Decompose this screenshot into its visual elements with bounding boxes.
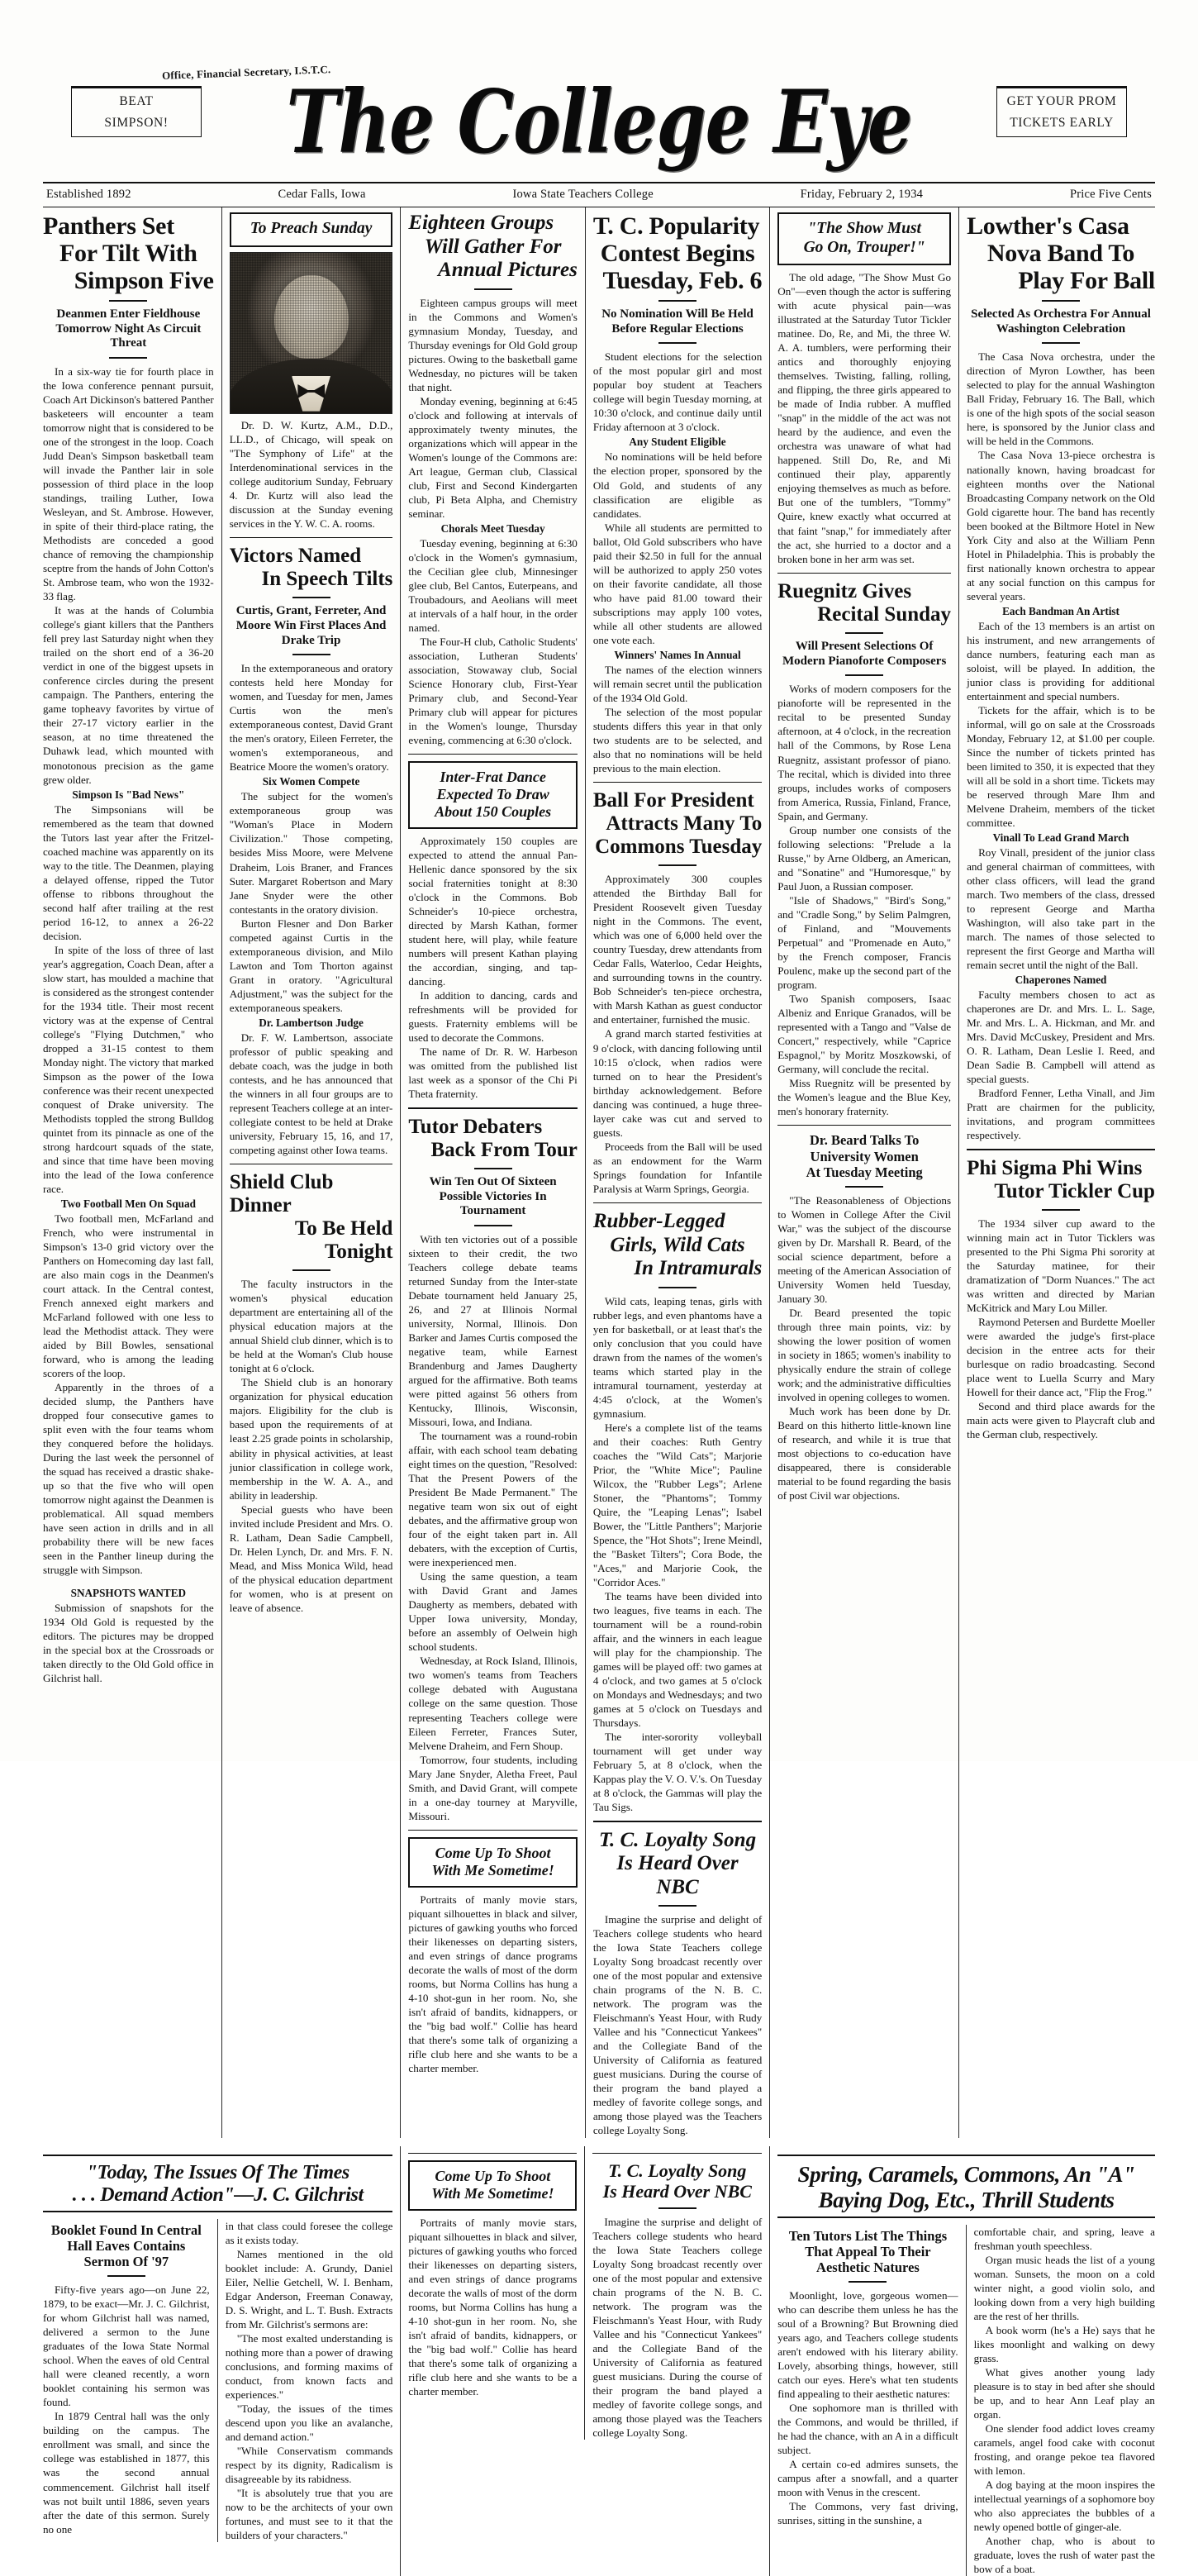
headline-phi-sigma-phi	[967, 1157, 1155, 1203]
headline-panthers-line1: Panthers Set	[43, 212, 214, 240]
divider	[107, 2275, 145, 2277]
article-paragraph: Bradford Fenner, Letha Vinall, and Jim Pratt are chairmen for the publicity, invitations, and program committees respectively.	[967, 1086, 1155, 1142]
article-paragraph: "The Reasonableness of Objections to Women in College After the Civil War," was the subject of the discourse given by Dr. Marshall R. Beard, of the social science department, before a meeting of the American Association of University Women held Tuesday, January 30.	[777, 1193, 951, 1306]
article-paragraph: Two football men, McFarland and French, who were instrumental in Simpson's 13-0 grid victory over the Panthers on Homecoming day last fall, are also main cogs in the Deanmen's court attack. In the Central contest, French annexed eight markers and McFarland followed with one less to lead the Methodist attack. They were aided by Bill Bowles, sensational forward, who is among the leading scorers of the loop.	[43, 1212, 214, 1380]
article-paragraph: One sophomore man is thrilled with the Commons, and would be thrilled, if he had the chance, with an A in a difficult subject.	[777, 2401, 958, 2457]
headline-ten-tutors: Ten Tutors List The Things That Appeal To Their Aesthetic Natures	[777, 2228, 958, 2275]
article-paragraph-continued: comfortable chair, and spring, leave a freshman youth speechless.	[974, 2225, 1155, 2253]
headline-popularity-line3: Tuesday, Feb. 6	[593, 267, 762, 294]
article-paragraph: Faculty members chosen to act as chaperones are Dr. and Mrs. L. L. Sage, Mr. and Mrs. L. A. Hickman, and Mr. and Mrs. David McCuskey, President and Mrs. O. R. Latham, Dean Leslie I. Reed, and Dean Sadie B. Campbell will attend as special guests.	[967, 988, 1155, 1086]
divider	[658, 1905, 696, 1907]
ear-right-line2: TICKETS EARLY	[1010, 116, 1114, 131]
snapshots-wanted-head: SNAPSHOTS WANTED	[43, 1587, 214, 1600]
column-4	[586, 207, 770, 2138]
headline-ball-line1: Ball For President	[593, 789, 762, 812]
headline-lowther-line2: Nova Band To	[967, 240, 1155, 267]
divider	[593, 782, 762, 783]
article-paragraph: A dog baying at the moon inspires the intellectual yearnings of a sophomore boy who also appreciates the bubbles of a newly opened bottle of ginger-ale.	[974, 2478, 1155, 2534]
portrait-photo-dr-kurtz	[230, 252, 393, 414]
headline-victors-line2: In Speech Tilts	[230, 568, 393, 591]
headline-rubber-line3: In Intramurals	[593, 1257, 762, 1281]
article-paragraph: Much work has been done by Dr. Beard on this hitherto little-known line of research, and while it is true that most objections to co-education have disappeared, there is considerable material to be found regarding the basis of post Civil war objections.	[777, 1404, 951, 1502]
spring-line1: Spring, Caramels, Commons, An "A"	[798, 2162, 1135, 2187]
headline-shield-line2: To Be Held Tonight	[230, 1217, 393, 1264]
deck-victors: Curtis, Grant, Ferreter, And Moore Win First Places And Drake Trip	[230, 604, 393, 648]
ear-box-right	[996, 86, 1127, 137]
banner-spring-caramels	[777, 2162, 1155, 2213]
interfrat-line3: About 150 Couples	[435, 803, 551, 820]
article-paragraph: In addition to dancing, cards and refreshments will be provided for guests. Fraternity emblems will be used to decorate the Commons.	[408, 988, 577, 1045]
article-paragraph: Tomorrow, four students, including Mary Jane Snyder, Aletha Freet, Paul Smith, and David Grant, will compete in a one-day tourney at Maryville, Missouri.	[408, 1753, 577, 1823]
article-paragraph: Monday evening, beginning at 6:45 o'clock and following at intervals of approximately twenty minutes, the organizations which will appear in the Women's lounge of the Commons are: Art league, German club, Classical club, First and Second Kindergarten club, Pi Beta Alpha, and Chemistry seminar.	[408, 394, 577, 521]
divider	[408, 1830, 577, 1831]
headline-panthers-line3: Simpson Five	[43, 267, 214, 294]
shoot-line1: Come Up To Shoot	[435, 1845, 551, 1861]
divider	[658, 342, 696, 344]
divider	[658, 1287, 696, 1288]
article-paragraph: The name of Dr. R. W. Harbeson was omitted from the published list last week as a sponsor of the Chi Pi Theta fraternity.	[408, 1045, 577, 1101]
article-paragraph: Roy Vinall, president of the junior class and general chairman of committees, with other class officers, will lead the grand march. Two members of the class, dressed to represent George and Martha Washington, will also take part in the march. The names of those selected to represent the first George and Martha will remain secret until the night of the Ball.	[967, 845, 1155, 972]
article-paragraph: The tournament was a round-robin affair, with each school team debating eight times on the question, "Resolved: That the Present Powers of the President Be Made Permanent." The negative team won six out of eight debates, and the affirmative group won four of the eight taken part in. All debaters, with the exception of Curtis, were inexperienced men.	[408, 1429, 577, 1569]
gilchrist-section	[43, 2146, 401, 2576]
article-paragraph: The Simpsonians will be remembered as the team that downed the Tutors last year after the Fritzel-coached machine was apparently on its way to the title. The Deanmen, playing a delayed offense, ripped the Tutor offense to ribbons throughout the second half after trailing at the rest period 16-12, to annex a 26-22 decision.	[43, 802, 214, 943]
article-paragraph: Imagine the surprise and delight of Teachers college students who heard the Iowa State Teachers college Loyalty Song broadcast recently over one of the most popular and extensive chain programs of the N. B. C. network. The program was the Fleischmann's Yeast Hour, with Rudy Vallee and his "Connecticut Yankees" and the Collegiate Band of the University of California as featured guest musicians. During the course of their program the band played a medley of favorite college songs, and among those played was the Teachers college Loyalty Song.	[593, 1912, 762, 2137]
dateline-price: Price Five Cents	[1070, 188, 1152, 202]
column-6	[959, 207, 1155, 2138]
article-paragraph: Proceeds from the Ball will be used as an endowment for the Warm Springs foundation for Infantile Paralysis at Warm Springs, Georgia.	[593, 1140, 762, 1196]
article-paragraph: The old adage, "The Show Must Go On"—even though the actor is suffering with acute physical pain—was illustrated at the Saturday Tutor Tickler matinee. Do, Re, and Mi, the three W. A. A. tumblers, were performing their antics and thoroughly enjoying themselves. Twisting, falling, rolling, and flipping, the three girls appeared to be made of India rubber. A muffled "snap" in the middle of the act was not heard by the audience, and even the orchestra was unaware of what had happened. Still Do, Re, and Mi continued their play, apparently enjoying themselves as much as before. But one of the tumblers, "Tommy" Quire, knew exactly what occurred at that faint "snap," for immediately after the act, she hurried to a doctor and a broken bone in her arm was set.	[777, 270, 951, 565]
divider	[408, 2153, 577, 2155]
boxhead-come-up-to-shoot	[408, 1837, 577, 1888]
headline-lowther-line1: Lowther's Casa	[967, 212, 1155, 240]
divider	[845, 674, 883, 676]
divider	[777, 2217, 1155, 2218]
article-paragraph: Organ music heads the list of a young woman. Sunsets, the moon on a cold winter night, a good violin solo, and looking down from a very high building are the rest of her thrills.	[974, 2253, 1155, 2323]
newspaper-flag-title: The College Eye	[0, 79, 1198, 166]
office-stamp: Office, Financial Secretary, I.S.T.C.	[162, 63, 331, 83]
article-paragraph: Tuesday evening, beginning at 6:30 o'clock in the Women's gymnasium, the Cecilian glee club, Minnesinger glee club, Bel Cantos, Euterpeans, and Troubadours, and Aeolians will meet at intervals of a half hour, in the order named.	[408, 536, 577, 635]
article-subhead: Chorals Meet Tuesday	[408, 522, 577, 536]
column-grid	[43, 207, 1155, 2138]
interfrat-line1: Inter-Frat Dance	[440, 769, 546, 785]
divider	[592, 2153, 762, 2155]
divider	[1042, 342, 1080, 344]
headline-tc-loyalty-song	[593, 1829, 762, 1900]
article-paragraph: The teams have been divided into two leagues, five teams in each. The tournament will be a round-robin affair, and the winners in each league will play for the championship. The games will be played off: two games at 4 o'clock, and two games at 5 o'clock on Mondays and Wednesdays; and two games at 5 o'clock on Tuesdays and Thursdays.	[593, 1589, 762, 1730]
divider	[292, 1269, 330, 1271]
ear-left-line1: BEAT	[119, 94, 153, 109]
article-paragraph: "While Conservatism commands respect by its dignity, Radicalism is disagreeable by its rabidness.	[226, 2444, 393, 2486]
article-paragraph: Wednesday, at Rock Island, Illinois, two women's teams from Teachers college debated with Augustana college on the same question. Those representing Teachers college were Eileen Ferreter, Frances Suter, Melvene Draheim, and Fern Shoup.	[408, 1654, 577, 1752]
article-paragraph: Tickets for the affair, which is to be informal, will go on sale at the Crossroads Monday, February 12, at $1.00 per couple. Since the number of tickets printed has been limited to 350, it is expected that they will all be sold in a short time. Tickets may be reserved through Mare Ihm and Melvene Draheim, members of the ticket committee.	[967, 703, 1155, 830]
article-paragraph: Group number one consists of the following selections: "Prelude a la Russe," by Arne Oldberg, an American, and "Sonatine" and "Humoresque," by Paul Juon, a Russian composer.	[777, 823, 951, 893]
headline-lowther-line3: Play For Ball	[967, 267, 1155, 294]
divider	[593, 1821, 762, 1822]
headline-victors-line1: Victors Named	[230, 545, 393, 568]
headline-lowthers-casa-nova	[967, 212, 1155, 294]
divider	[292, 597, 330, 598]
headline-phisigma-line1: Phi Sigma Phi Wins	[967, 1157, 1155, 1180]
boxhead-to-preach-sunday: To Preach Sunday	[230, 212, 393, 247]
boxhead-inter-frat-dance	[408, 761, 577, 829]
article-paragraph: Moonlight, love, gorgeous women—who can describe them unless he has the soul of a Browning? But Browning died years ago, and Teachers college students aren't endowed with his literary ability. Lovely, absorbing things, however, still catch our eyes. Here's what ten students find appealing to their aesthetic natures:	[777, 2288, 958, 2401]
article-paragraph: The Commons, very fast driving, sunrises, sitting in the sunshine, a	[777, 2499, 958, 2527]
article-paragraph: Special guests who have been invited include President and Mrs. O. R. Latham, Dean Sadie Campbell, Dr. Helen Lynch, Dr. and Mrs. F. N. Mead, and Miss Monica Wild, head of the physical education department for women, who is at present on leave of absence.	[230, 1502, 393, 1615]
divider	[1042, 1209, 1080, 1211]
article-paragraph: Student elections for the selection of the most popular girl and most popular boy student at Teachers college will begin Tuesday morning, at 10:30 o'clock, and continue daily until Friday afternoon at 3 o'clock.	[593, 350, 762, 434]
article-paragraph: Dr. Beard presented the topic through three main points, viz: by showing the lower position of women in society in 1865; women's inability to physically endure the strain of college work; and the administrative difficulties involved in opening colleges to women.	[777, 1306, 951, 1404]
article-paragraph: In 1879 Central hall was the only building on the campus. The enrollment was small, and since the college was established in 1877, this was the second annual commencement. Gilchrist hall itself was not built until 1886, seven years after the date of this sermon. Surely no one	[43, 2409, 210, 2536]
article-paragraph: The Shield club is an honorary organization for physical education majors. Eligibility for the club is based upon the requirements of at least 2.25 grade points in scholarship, ability in physical activities, at least junior classification in college work, membership in the W. A. A., and ability in leadership.	[230, 1375, 393, 1502]
divider	[408, 1107, 577, 1109]
headline-ball-line3: Commons Tuesday	[593, 836, 762, 859]
headline-eighteen-groups	[408, 212, 577, 283]
deck-panthers: Deanmen Enter Fieldhouse Tomorrow Night As Circuit Threat	[43, 307, 214, 351]
article-paragraph: A certain co-ed admires sunsets, the campus after a snowfall, and a quarter moon with Venus in the crescent.	[777, 2457, 958, 2499]
banner-today-issues	[43, 2162, 392, 2207]
article-paragraph: The Casa Nova 13-piece orchestra is nationally known, having broadcast for eighteen months over the National Broadcasting Company network on the Old Gold cigarette hour. The band has recently been booked at the Biltmore Hotel in New York City and also at the William Penn Hotel in Philadelphia. This is probably the first nationally known orchestra to appear at any social function on this campus for several years.	[967, 448, 1155, 602]
article-paragraph: Each of the 13 members is an artist on his instrument, and new arrangements of dance numbers, featuring each man as soloist, will be played. In addition, the junior class is providing for additional entertainment and special numbers.	[967, 619, 1155, 703]
headline-ruegnitz-recital	[777, 580, 951, 626]
divider	[109, 300, 147, 302]
article-subhead: Chaperones Named	[967, 974, 1155, 987]
headline-panthers	[43, 212, 214, 294]
column-1	[43, 207, 222, 2138]
dateline-date: Friday, February 2, 1934	[801, 188, 923, 202]
article-paragraph: Using the same question, a team with David Grant and James Daugherty as members, debated with Upper Iowa university, Monday, before an assembly of Oelwein high school students.	[408, 1569, 577, 1654]
headline-tc-popularity	[593, 212, 762, 294]
article-paragraph: With ten victories out of a possible sixteen to their credit, the two Teachers college debate teams returned Sunday from the Inter-state Debate tournament held January 25, 26, and 27 at Illinois Normal university, Normal, Illinois. Don Barker and James Curtis composed the negative team, while Earnest Brandenburg and James Daugherty argued for the affirmative. Both teams were pitted against 56 others from Kentucky, Illinois, Wisconsin, Missouri, Iowa, and Indiana.	[408, 1232, 577, 1429]
headline-dr-beard	[777, 1132, 951, 1179]
headline-ball-line2: Attracts Many To	[593, 812, 762, 836]
headline-rubber-legged	[593, 1210, 762, 1281]
article-paragraph: "Isle of Shadows," "Bird's Song," and "Cradle Song," by Selim Palmgren, of Finland, and "Mouvements Perpetual" and "Promenade en Auto," by the French composer, Francis Poulenc, make up the second part of the program.	[777, 893, 951, 992]
spring-line2: Baying Dog, Etc., Thrill Students	[819, 2188, 1115, 2212]
divider	[292, 654, 330, 655]
divider	[658, 864, 696, 866]
masthead	[0, 0, 1198, 139]
article-paragraph: No nominations will be held before the election proper, sponsored by the Old Gold, and students of any classification are eligible as candidates.	[593, 450, 762, 520]
article-paragraph: The selection of the most popular students differs this year in that only two students are to be selected, and also that no nominations will be held previous to the main election.	[593, 705, 762, 775]
photo-caption: Dr. D. W. Kurtz, A.M., D.D., LL.D., of Chicago, will speak on "The Symphony of Life" at the Interdenominational services in the college auditorium Sunday, February 4. Dr. Kurtz will also lead the discussion at the Sunday evening services in the Y. W. C. A. rooms.	[230, 418, 393, 531]
today-line1: "Today, The Issues Of The Times	[87, 2162, 349, 2183]
article-paragraph: "The most exalted understanding is nothing more than a power of drawing conclusions, and forming maxims of conduct, from known facts and experiences."	[226, 2331, 393, 2402]
headline-eighteen-line2: Will Gather For	[408, 236, 577, 260]
spring-section	[770, 2146, 1155, 2576]
article-paragraph: A grand march started festivities at 9 o'clock, with dancing following until 10:15 o'clock, when radios were turned on to hear the President's birthday acknowledgement. Before dancing was continued, a huge three-layer cake was cut and served to guests.	[593, 1026, 762, 1139]
article-paragraph: It was at the hands of Columbia college's giant killers that the Panthers fell prey last Saturday night when they trailed on the short end of a 36-20 verdict in one of the biggest upsets in conference circles during the present campaign. The Panthers, entering the game topheavy favorites by virtue of their 27-17 victory earlier in the season, at no time threatened the Duhawk lead, which mounted with monotonous precision as the game grew older.	[43, 603, 214, 786]
divider	[658, 300, 696, 302]
ear-right-line1: GET YOUR PROM	[1007, 94, 1117, 109]
article-paragraph: In spite of the loss of three of last year's aggregation, Coach Dean, after a slow start, has moulded a machine that is considered as the strongest contender for the 1934 title. Their most recent victory was at the expense of Central college's "Flying Dutchmen," who dropped a 31-15 contest to them Monday night. The victory that marked Simpson as the power of the Iowa conference was their recent unexpected conquest of Drake university. The Methodists toppled the strong Bulldog quintet from its pinnacle as one of the strong hardcourt squads of the state, and since that time have been moving into the lead of the Iowa conference race.	[43, 943, 214, 1196]
article-paragraph: Fifty-five years ago—on June 22, 1879, to be exact—Mr. J. C. Gilchrist, for whom Gilchrist hall was named, delivered a sermon to the June graduates of the Iowa State Normal school. When the eaves of old Central hall were cleaned recently, a worn booklet containing his sermon was found.	[43, 2283, 210, 2409]
article-subhead: Each Bandman An Artist	[967, 605, 1155, 618]
column-5	[770, 207, 959, 2138]
boxhead-come-up-to-shoot-lower	[408, 2160, 577, 2211]
snapshots-wanted-body: Submission of snapshots for the 1934 Old Gold is requested by the editors. The pictures may be dropped in the special box at the Crossroads or taken directly to the Old Gold office in Gilchrist hall.	[43, 1601, 214, 1685]
deck-ruegnitz: Will Present Selections Of Modern Pianoforte Composers	[777, 640, 951, 669]
shoot-line2: With Me Sometime!	[431, 1862, 554, 1878]
divider	[658, 2207, 696, 2209]
divider	[43, 2211, 392, 2212]
headline-tutor-debaters	[408, 1116, 577, 1162]
article-paragraph: Works of modern composers for the pianoforte will be represented in the recital to be presented Sunday afternoon, at 4 o'clock, in the recreation hall of the Commons, by Rose Lena Ruegnitz, assistant professor of piano. The recital, which is divided into three groups, includes works of composers from America, Russia, Finland, France, Spain, and Germany.	[777, 682, 951, 822]
shoot-lower-line1: Come Up To Shoot	[435, 2168, 550, 2184]
headline-eighteen-line3: Annual Pictures	[408, 259, 577, 283]
divider	[408, 754, 577, 755]
article-paragraph: Miss Ruegnitz will be presented by the Women's league and the Blue Key, men's honorary fraternity.	[777, 1076, 951, 1118]
article-paragraph: Another chap, who is about to graduate, loves the rush of water past the bow of a boat.	[974, 2534, 1155, 2576]
article-paragraph: Portraits of manly movie stars, piquant silhouettes in black and silver, pictures of gawking youths who forced their likenesses on departing sisters, and even strings of dance programs decorate the walls of most of the dorm rooms, but Norma Collins has hung a 4-10 shot-gun in her room. No, she isn't afraid of bandits, kidnappers, or the "big bad wolf." Collie has heard that there's some talk of organizing a rifle club here and she wants to be a charter member.	[408, 1893, 577, 2075]
headline-shield-club-dinner	[230, 1171, 393, 1264]
column-3	[401, 207, 585, 2138]
article-paragraph: The subject for the women's extemporaneous group was "Woman's Place in Modern Civilization." Those competing, besides Miss Moore, were Melvene Draheim, Lois Braner, and Frances Suter. Margaret Robertson and Mary Jane Snyder were the other contestants in the oratory division.	[230, 789, 393, 916]
headline-popularity-line2: Contest Begins	[593, 240, 762, 267]
article-paragraph: The 1934 silver cup award to the winning main act in Tutor Ticklers was presented to the Phi Sigma Phi sorority at the Saturday matinee, for their dramatization of "Dorm Nuances." The act was written and directed by Marian McKitrick and Mary Lou Miller.	[967, 1217, 1155, 1315]
divider	[845, 632, 883, 634]
article-subhead: Winners' Names In Annual	[593, 649, 762, 662]
headline-tutor-line2: Back From Tour	[408, 1139, 577, 1162]
article-paragraph: Burton Flesner and Don Barker competed against Curtis in the extemporaneous division, and Milo Lawton and Tom Thorton against Grant in oratory. "Agricultural Adjustment," was the subject for the extemporaneous speakers.	[230, 917, 393, 1015]
article-paragraph: Here's a complete list of the teams and their coaches: Ruth Gentry coaches the "Wild Cats"; Marjorie Prior, the "White Mice"; Pauline Wilcox, the "Rubber Legs"; Arlene Stoner, the "Phantoms"; Tommy Quire, the "Leaping Lenas"; Isabel Bower, the "Little Panthers"; Marjorie Spence, the "Hot Shots"; Irene Meindl, the "Basket Tilters"; Cora Bode, the "Aces," and Marjorie Cook, the "Corridor Aces."	[593, 1421, 762, 1589]
article-paragraph: Approximately 150 couples are expected to attend the annual Pan-Hellenic dance sponsored by the six social fraternities tonight at 8:30 o'clock in the Commons. Bob Schneider's 10-piece orchestra, directed by Marsh Kathan, former student here, will play, while feature numbers will present Kathan playing the accordian, singing, and tap-dancing.	[408, 834, 577, 988]
headline-ruegnitz-line1: Ruegnitz Gives	[777, 580, 951, 603]
headline-rubber-line2: Girls, Wild Cats	[593, 1234, 762, 1258]
article-paragraph: The faculty instructors in the women's physical education department are entertaining all of the physical education majors at the annual Shield club dinner, which is to be held at the Woman's Club house tonight at 6 o'clock.	[230, 1277, 393, 1375]
article-paragraph: In the extemporaneous and oratory contests held here Monday for women, and Tuesday for men, James Curtis won the men's extemporaneous contest, David Grant the men's oratory, Eileen Ferreter, the women's extemporaneous, and Beatrice Moore the women's oratory.	[230, 661, 393, 774]
article-paragraph: The Four-H club, Catholic Students' association, Lutheran Students' association, Stowaway club, Social Science Honorary club, First-Year Primary club, and Second-Year Primary club will appear for pictures in the Women's lounge, Thursday evening, commencing at 6:30 o'clock.	[408, 635, 577, 747]
deck-popularity: No Nomination Will Be Held Before Regular Elections	[593, 307, 762, 336]
beard-line1: Dr. Beard Talks To	[810, 1132, 919, 1148]
headline-popularity-line1: T. C. Popularity	[593, 212, 762, 240]
article-paragraph: Eighteen campus groups will meet in the Commons and Women's gymnasium Monday, Tuesday, and Thursday evenings for Old Gold group pictures. Owing to the basketball game Wednesday, no pictures will be taken that night.	[408, 296, 577, 394]
article-paragraph: Apparently in the throes of a decided slump, the Panthers have dropped four consecutive games to split even with the four teams whom they conquered before the holidays. During the last week the personnel of the squad has received a drastic shake-up so that the five who will open tomorrow night against the Deanmen is problematical. All squad members have seen action in drills and in all probability there will be new faces seen in the Panther lineup during the struggle with Simpson.	[43, 1380, 214, 1577]
article-paragraph: "Today, the issues of the times descend upon you like an avalanche, and demand action."	[226, 2402, 393, 2444]
article-subhead: Two Football Men On Squad	[43, 1198, 214, 1211]
divider	[777, 2155, 1155, 2157]
divider	[230, 1164, 393, 1165]
article-subhead: Vinall To Lead Grand March	[967, 831, 1155, 845]
article-paragraph: Dr. F. W. Lambertson, associate professor of public speaking and debate coach, was the judge in both contests, and he has announced that the winners in all four groups are to represent Teachers college at an inter-collegiate contest to be held at Drake university, February 15, 16, and 17, competing against other Iowa teams.	[230, 1031, 393, 1157]
divider	[230, 537, 393, 539]
headline-shield-line1: Shield Club Dinner	[230, 1171, 393, 1217]
deck-tutor-debaters: Win Ten Out Of Sixteen Possible Victories In Tournament	[408, 1175, 577, 1219]
article-subhead: Six Women Compete	[230, 775, 393, 788]
article-subhead: Dr. Lambertson Judge	[230, 1017, 393, 1030]
headline-panthers-line2: For Tilt With	[43, 240, 214, 267]
headline-loyalty-line2: Is Heard Over NBC	[593, 1852, 762, 1899]
article-paragraph: The inter-sorority volleyball tournament will get under way February 5, at 8 o'clock, when the Kappas play the V. O. V.'s. On Tuesday at 8 o'clock, the Gammas will play the Tau Sigs.	[593, 1730, 762, 1814]
article-paragraph: A book worm (he's a He) says that he likes moonlight and walking on dewy grass.	[974, 2323, 1155, 2365]
loyalty-lower-line1: T. C. Loyalty Song	[592, 2160, 762, 2181]
article-paragraph: While all students are permitted to ballot, Old Gold subscribers who have paid their $2.50 in full for the annual will be authorized to apply 250 votes on their favorite candidate, all those who have paid 81.00 toward their subscriptions may apply 100 votes, while all other students are allowed one vote each.	[593, 521, 762, 647]
column-2	[222, 207, 402, 2138]
deck-lowther: Selected As Orchestra For Annual Washington Celebration	[967, 307, 1155, 336]
divider	[593, 1202, 762, 1204]
article-paragraph: Names mentioned in the old booklet include: A. Grundy, Daniel Eiler, Nellie Getchell, W. I. Benham, Edgar Anderson, Freeman Conaway, D. S. Wright, and L. T. Bush. Extracts from Mr. Gilchrist's sermons are:	[226, 2247, 393, 2331]
shoot-lower-line2: With Me Sometime!	[431, 2185, 554, 2202]
article-paragraph: Approximately 300 couples attended the Birthday Ball for President Roosevelt given Tuesday night in the Commons. The event, which was one of 6,000 held over the country Tuesday, drew attendants from Cedar Falls, Waterloo, Cedar Heights, and surrounding towns in the country. Bob Schneider's ten-piece orchestra, with Marsh Kathan as guest conductor and entertainer, furnished the music.	[593, 872, 762, 1026]
divider	[474, 288, 512, 290]
article-subhead: Simpson Is "Bad News"	[43, 788, 214, 802]
ear-left-line2: SIMPSON!	[104, 116, 168, 131]
article-paragraph-continued: in that class could foresee the college as it exists today.	[226, 2219, 393, 2247]
divider	[849, 2281, 887, 2283]
headline-eighteen-line1: Eighteen Groups	[408, 212, 577, 236]
middle-continuation	[401, 2146, 770, 2576]
headline-tutor-line1: Tutor Debaters	[408, 1116, 577, 1139]
loyalty-lower-line2: Is Heard Over NBC	[592, 2181, 762, 2202]
dateline-established: Established 1892	[46, 188, 131, 202]
article-paragraph: Portraits of manly movie stars, piquant silhouettes in black and silver, pictures of gawking youths who forced their likenesses on departing sisters, and even strings of dance programs decorate the walls of most of the dorm rooms, but Norma Collins has hung a 4-10 shot-gun in her room. No, she isn't afraid of bandits, kidnappers, or the "big bad wolf." Collie has heard that there's some talk of organizing a rifle club here and she wants to be a charter member.	[408, 2216, 577, 2398]
beard-line3: At Tuesday Meeting	[806, 1164, 923, 1180]
boxhead-show-must-go-on	[777, 212, 951, 265]
article-paragraph: In a six-way tie for fourth place in the Iowa conference pennant pursuit, Coach Art Dickinson's battered Panther basketeers will encounter a team tomorrow night that is considered to be one of the strongest in the loop. Coach Judd Dean's Simpson basketball team will invade the Panther lair in sole possession of third place in the loop standings, trailing Luther, Iowa Wesleyan, and St. Ambrose. However, in spite of their third-place rating, the Methodists are conceded a good chance of removing the championship sceptre from the hands of John Cotton's St. Ambrose team, who won the 1932-33 flag.	[43, 364, 214, 603]
headline-loyalty-line1: T. C. Loyalty Song	[593, 1829, 762, 1853]
article-paragraph: What gives another young lady pleasure is to stay in bed after she should be up, and to hear Ann Leaf play an organ.	[974, 2365, 1155, 2421]
beard-line2: University Women	[811, 1149, 919, 1164]
article-paragraph: Second and third place awards for the main acts were given to Playcraft club and the German club, respectively.	[967, 1399, 1155, 1441]
showmust-line1: "The Show Must	[807, 220, 921, 237]
divider	[845, 1186, 883, 1188]
article-paragraph: Raymond Petersen and Burdette Moeller were awarded the judge's first-place decision in the entree acts for their burlesque on radio broadcasting. Second place went to Luella Scurry and Mary Howell for their dance act, "Flip the Frog."	[967, 1315, 1155, 1399]
dateline-city: Cedar Falls, Iowa	[278, 188, 366, 202]
divider	[777, 1125, 951, 1126]
article-paragraph: The Casa Nova orchestra, under the direction of Myron Lowther, has been selected to play for the annual Washington Ball Friday, February 16. The Ball, which is one of the high spots of the social season here, is sponsored by the Junior class and will be held in the Commons.	[967, 350, 1155, 448]
divider	[777, 573, 951, 574]
headline-loyalty-song-lower	[592, 2160, 762, 2202]
today-line2: . . . Demand Action"—J. C. Gilchrist	[73, 2184, 364, 2206]
article-paragraph: Wild cats, leaping tenas, girls with rubber legs, and even phantoms have a yen for basketball, or at least that's the only conclusion that you could have drawn from the names of the women's teams which started play in the intramural tournament, yesterday at 4:45 o'clock, at the Women's gymnasium.	[593, 1294, 762, 1421]
lower-spanning-grid	[43, 2146, 1155, 2576]
interfrat-line2: Expected To Draw	[436, 786, 549, 802]
article-paragraph: Imagine the surprise and delight of Teachers college students who heard the Iowa State Teachers college Loyalty Song broadcast recently over one of the most popular and extensive chain programs of the N. B. C. network. The program was the Fleischmann's Yeast Hour, with Rudy Vallee and his "Connecticut Yankees" and the Collegiate Band of the University of California as featured guest musicians. During the course of their program the band played a medley of favorite college songs, and among those played was the Teachers college Loyalty Song.	[592, 2215, 762, 2440]
divider	[43, 2155, 392, 2157]
divider	[967, 1149, 1155, 1150]
article-paragraph: "It is absolutely true that you are now to be the architects of your own fortunes, and must see to it that the builders of your characters."	[226, 2486, 393, 2542]
headline-ruegnitz-line2: Recital Sunday	[777, 603, 951, 626]
article-paragraph: The names of the election winners will remain secret until the publication of the 1934 Old Gold.	[593, 663, 762, 705]
article-paragraph: Two Spanish composers, Isaac Albeniz and Enrique Granados, will be represented with a Tango and "Valse de Concert," respectively, while "Caprice Espagnol," by Moritz Moszkowski, of Germany, will conclude the recital.	[777, 992, 951, 1076]
article-subhead: Any Student Eligible	[593, 436, 762, 449]
divider	[109, 357, 147, 359]
divider	[474, 1168, 512, 1169]
showmust-line2: Go On, Trouper!"	[804, 239, 925, 256]
headline-phisigma-line2: Tutor Tickler Cup	[967, 1180, 1155, 1203]
headline-victors-named	[230, 545, 393, 591]
divider	[474, 1225, 512, 1226]
headline-booklet-found: Booklet Found In Central Hall Eaves Contains Sermon Of '97	[43, 2222, 210, 2269]
divider	[1042, 300, 1080, 302]
dateline-college: Iowa State Teachers College	[512, 188, 653, 202]
headline-rubber-line1: Rubber-Legged	[593, 1210, 762, 1234]
headline-ball-for-president	[593, 789, 762, 859]
article-paragraph: One slender food addict loves creamy caramels, angel food cake with coconut frosting, and orange pekoe tea flavored with lemon.	[974, 2421, 1155, 2478]
dateline-bar	[43, 182, 1155, 207]
